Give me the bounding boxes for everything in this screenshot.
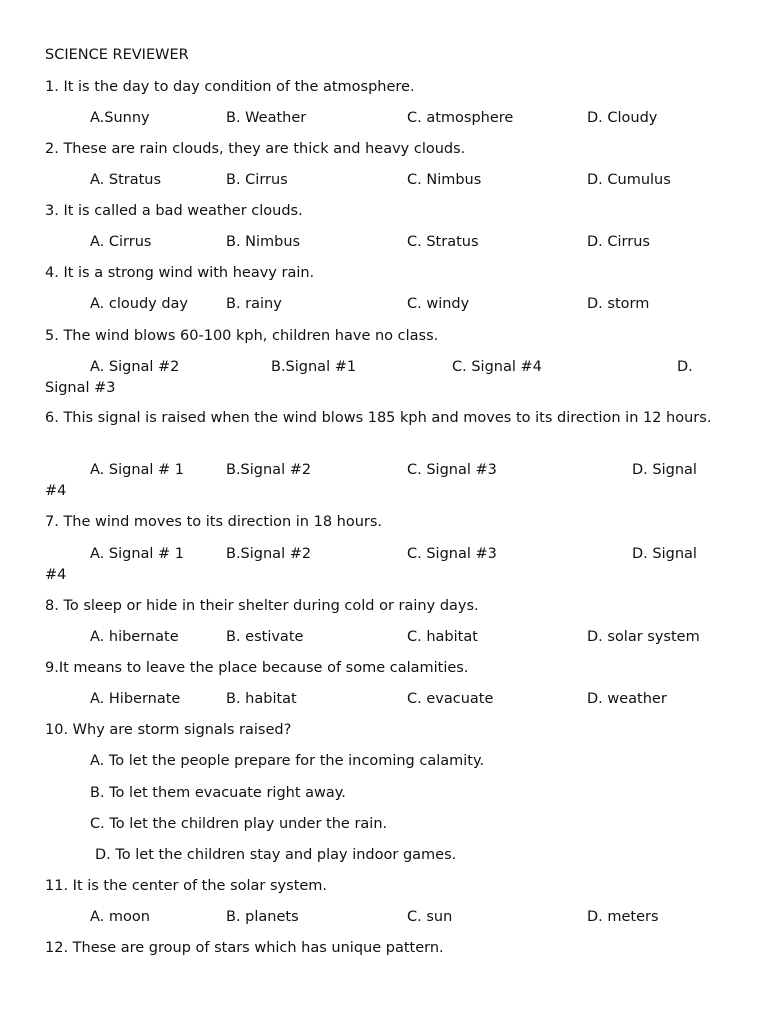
q8-option-b: B. estivate <box>226 629 304 645</box>
q9-option-a: A. Hibernate <box>90 691 181 707</box>
document-title: SCIENCE REVIEWER <box>45 47 189 63</box>
q3-option-a: A. Cirrus <box>90 234 152 250</box>
q5-option-c: C. Signal #4 <box>452 359 542 375</box>
q1-option-d: D. Cloudy <box>587 110 658 126</box>
question-12: 12. These are group of stars which has unique pattern. <box>45 940 444 956</box>
q8-option-c: C. habitat <box>407 629 478 645</box>
q4-option-c: C. windy <box>407 296 470 312</box>
q3-option-c: C. Stratus <box>407 234 479 250</box>
q6-option-b: B.Signal #2 <box>226 462 312 478</box>
q4-option-d: D. storm <box>587 296 650 312</box>
q5-option-b: B.Signal #1 <box>271 359 357 375</box>
q7-option-b: B.Signal #2 <box>226 546 312 562</box>
q6-option-d-continued: #4 <box>45 483 67 499</box>
q5-option-d: D. <box>677 359 693 375</box>
q1-option-b: B. Weather <box>226 110 307 126</box>
q1-option-a: A.Sunny <box>90 110 150 126</box>
q7-option-a: A. Signal # 1 <box>90 546 185 562</box>
q10-option-a: A. To let the people prepare for the incoming calamity. <box>90 753 485 769</box>
q4-option-b: B. rainy <box>226 296 282 312</box>
q7-option-c: C. Signal #3 <box>407 546 497 562</box>
q9-option-c: C. evacuate <box>407 691 494 707</box>
q4-option-a: A. cloudy day <box>90 296 189 312</box>
q3-option-d: D. Cirrus <box>587 234 650 250</box>
q7-option-d: D. Signal <box>632 546 697 562</box>
q10-option-d: D. To let the children stay and play indoor games. <box>95 847 457 863</box>
question-6: 6. This signal is raised when the wind blows 185 kph and moves to its direction in 12 hours. <box>45 410 712 426</box>
q7-option-d-continued: #4 <box>45 567 67 583</box>
question-2: 2. These are rain clouds, they are thick and heavy clouds. <box>45 141 466 157</box>
question-4: 4. It is a strong wind with heavy rain. <box>45 265 315 281</box>
q2-option-c: C. Nimbus <box>407 172 482 188</box>
question-10: 10. Why are storm signals raised? <box>45 722 292 738</box>
q2-option-a: A. Stratus <box>90 172 162 188</box>
q10-option-c: C. To let the children play under the rain. <box>90 816 388 832</box>
q6-option-a: A. Signal # 1 <box>90 462 185 478</box>
q1-option-c: C. atmosphere <box>407 110 514 126</box>
q3-option-b: B. Nimbus <box>226 234 301 250</box>
question-3: 3. It is called a bad weather clouds. <box>45 203 303 219</box>
question-11: 11. It is the center of the solar system. <box>45 878 328 894</box>
q9-option-d: D. weather <box>587 691 667 707</box>
q2-option-b: B. Cirrus <box>226 172 288 188</box>
question-7: 7. The wind moves to its direction in 18 hours. <box>45 514 383 530</box>
q8-option-a: A. hibernate <box>90 629 179 645</box>
q6-option-d: D. Signal <box>632 462 697 478</box>
question-5: 5. The wind blows 60-100 kph, children have no class. <box>45 328 439 344</box>
q9-option-b: B. habitat <box>226 691 297 707</box>
q6-option-c: C. Signal #3 <box>407 462 497 478</box>
q5-option-d-continued: Signal #3 <box>45 380 116 396</box>
q5-option-a: A. Signal #2 <box>90 359 180 375</box>
q11-option-d: D. meters <box>587 909 659 925</box>
q2-option-d: D. Cumulus <box>587 172 671 188</box>
question-1: 1. It is the day to day condition of the atmosphere. <box>45 79 415 95</box>
q11-option-a: A. moon <box>90 909 150 925</box>
question-9: 9.It means to leave the place because of some calamities. <box>45 660 469 676</box>
q11-option-b: B. planets <box>226 909 299 925</box>
q11-option-c: C. sun <box>407 909 453 925</box>
q8-option-d: D. solar system <box>587 629 700 645</box>
q10-option-b: B. To let them evacuate right away. <box>90 785 346 801</box>
question-8: 8. To sleep or hide in their shelter during cold or rainy days. <box>45 598 479 614</box>
